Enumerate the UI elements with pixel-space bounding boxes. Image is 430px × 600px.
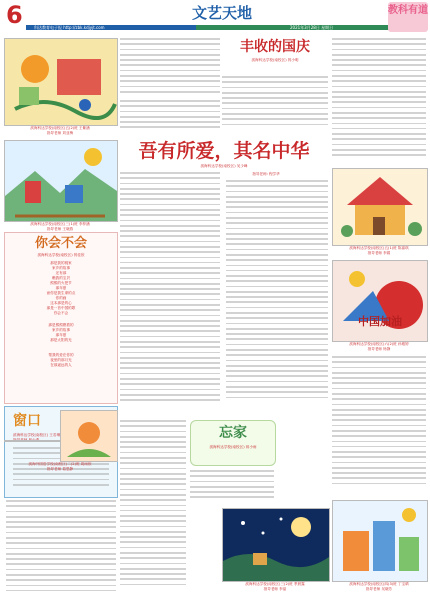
artwork-right-top-caption: 滨海科达学校(南校区)五(1)班 陈嘉琪 [349, 246, 409, 250]
artwork-bottom-center-caption2: 指导老师 李晶 [263, 587, 287, 591]
page-header [0, 0, 430, 36]
center-col-a-text [120, 172, 220, 412]
artwork-mid-left-drawing [5, 141, 117, 221]
poem-line: 那是一首中国的歌 [46, 306, 76, 310]
poem-box [4, 232, 118, 404]
center-credit: 指导老师: 程学华 [252, 172, 280, 176]
poem-line: 瞧我的宝贝 [52, 276, 70, 280]
window-box-title: 窗口 [13, 413, 41, 429]
poem-line: 而你是我生命的点 [46, 291, 76, 295]
artwork-right-mid [332, 260, 428, 342]
forget-home-title: 忘家 [219, 425, 247, 441]
poem-line: 你的画 [55, 296, 67, 300]
page-number: 6 [6, 1, 23, 29]
poem-box-bottom-lines [13, 353, 109, 368]
artwork-bottom-right-caption2: 指导老师 吴晓芳 [365, 587, 393, 591]
artwork-right-top [332, 168, 428, 246]
harvest-title-block [222, 38, 328, 78]
section-title: 文艺天地 [191, 4, 252, 22]
corner-logo [388, 2, 428, 32]
center-top-text [120, 38, 220, 98]
poem-box-lines [13, 261, 109, 316]
poem-line: 夜里的那月光 [50, 358, 72, 362]
artwork-bottom-right-drawing [333, 501, 427, 581]
artwork-top-left-drawing [5, 39, 117, 125]
poem-line: 那是我的桃家 [50, 261, 72, 265]
corner-logo-text: 教科有道 [388, 5, 428, 16]
artwork-mid-left [4, 140, 118, 222]
center-col-b-text [226, 180, 328, 412]
artwork-lower-left-img [60, 410, 118, 462]
center-bottom-a-text [120, 420, 186, 596]
right-top-text [332, 38, 426, 166]
window-box-byline: 滨海科达学校(南校区) 王若琳 [13, 433, 61, 437]
center-bottom-b-text [190, 470, 274, 506]
artwork-mid-left-caption: 滨海科达学校(南校区)三(1)班 李梓涵 [30, 222, 90, 226]
forget-home-byline: 滨海科达学校(南校区) 蒋小雨 [209, 445, 257, 449]
artwork-right-mid-text: 中国加油 [358, 315, 402, 328]
artwork-right-mid-caption: 滨海科达学校(南校区)六(2)班 孙雅婷 [349, 342, 409, 346]
poem-line: 熊熊的火把节 [50, 281, 72, 285]
artwork-right-mid-caption2: 指导老师 杨静 [367, 347, 391, 351]
poem-line: 还有那 [55, 271, 67, 275]
artwork-right-top-drawing [333, 169, 427, 245]
poem-box-title: 你会不会 [34, 236, 87, 251]
artwork-top-left-caption2: 指导老师 刘亚梅 [46, 131, 74, 135]
poem-line: 那是太阳的光 [50, 338, 72, 342]
artwork-bottom-right-caption: 滨海科达学校(南校区)四(3)班 丁宝晴 [349, 582, 409, 586]
poem-line: 那是熊熊燃着的 [48, 323, 74, 327]
poem-line: 那年夏 [55, 286, 67, 290]
harvest-article-text [222, 76, 328, 132]
poem-line: 这本那是的心 [50, 301, 72, 305]
right-mid-text [332, 356, 426, 496]
harvest-title: 丰收的国庆 [240, 39, 310, 55]
artwork-bottom-center-drawing [223, 509, 329, 581]
window-box-byline2: 指导老师 林小燕 [13, 438, 40, 442]
forget-home-box [190, 420, 276, 466]
artwork-lower-left-caption: 滨海外国语学校(南校区)二(2)班 周雨欣 [28, 462, 92, 466]
artwork-lower-left-drawing [61, 411, 117, 461]
center-headline: 吾有所爱，其名中华 [138, 140, 310, 162]
center-left-article-text [120, 100, 220, 136]
poem-line: 帮我的爱在你的 [48, 353, 74, 357]
artwork-lower-left-caption2: 指导老师 葛思静 [46, 467, 74, 471]
date-line: 2021年3月28日 星期日 [290, 25, 334, 30]
harvest-byline: 滨海科达学校(南校区) 郭小明 [251, 58, 299, 62]
artwork-top-left-caption: 滨海科达学校(南校区)五(2)班 王紫涵 [30, 126, 90, 130]
artwork-bottom-center [222, 508, 330, 582]
poem-line: 家乡的故事 [52, 266, 70, 270]
poem-line: 那年夏 [55, 333, 67, 337]
artwork-bottom-right [332, 500, 428, 582]
poem-line: 家乡的故事 [52, 328, 70, 332]
center-byline: 滨海科达学校(南校区) 吴少峰 [200, 164, 248, 168]
artwork-right-top-caption2: 指导老师 李娟 [367, 251, 391, 255]
poem-line: 你会不会 [53, 311, 69, 315]
poem-box-byline: 滨海科达学校(南校区) 郭佳欣 [37, 253, 85, 257]
poem-line: 在那遥远的人 [50, 363, 72, 367]
artwork-top-left [4, 38, 118, 126]
artwork-mid-left-caption2: 指导老师 王晓燕 [46, 227, 74, 231]
subtitle-url[interactable]: 科达教育电子报 http://zbk.kdjyjt.com [34, 25, 105, 30]
left-column-bottom-text [6, 500, 116, 596]
artwork-bottom-center-caption: 滨海科达学校(南校区)三(2)班 季晨露 [245, 582, 305, 586]
poem-box-mid-lines [13, 323, 109, 343]
artwork-right-mid-drawing [333, 261, 427, 341]
